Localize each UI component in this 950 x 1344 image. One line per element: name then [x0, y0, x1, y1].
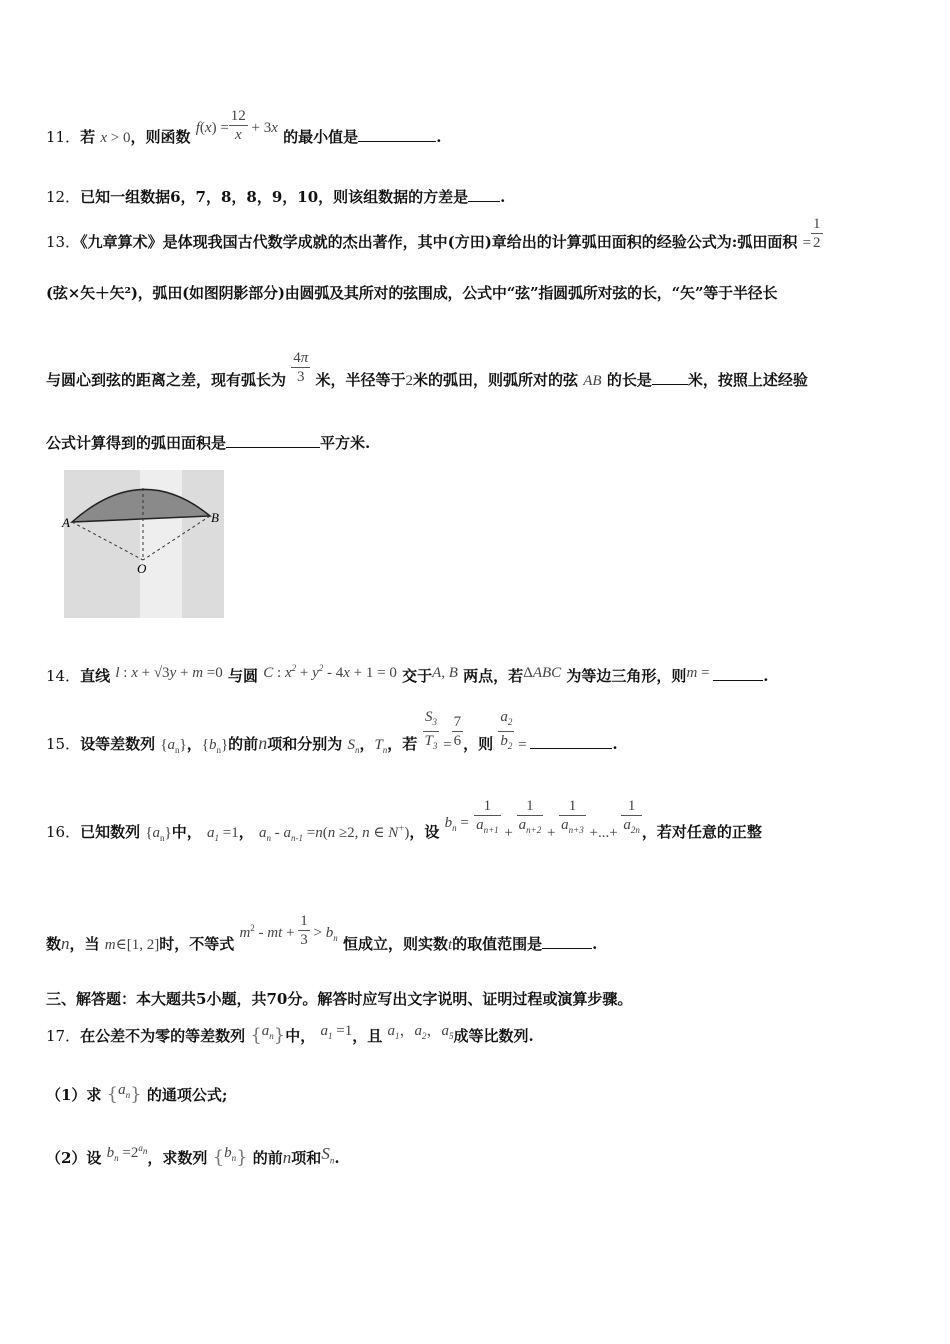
sum-t: $T_n$ — [374, 737, 388, 755]
denominator: 3 — [291, 367, 310, 386]
fraction-one-third — [298, 912, 310, 949]
q16-text-6: ，当 — [69, 935, 100, 953]
math-x: x — [131, 665, 138, 681]
math-delta: Δ — [523, 665, 533, 681]
math-n: n — [258, 733, 268, 753]
q16-text-8: 恒成立，则实数 — [342, 935, 448, 953]
part-2-text-2: 的前 — [252, 1149, 283, 1167]
math-close: ) — [404, 825, 410, 841]
q11-text: 若 — [80, 128, 96, 146]
math-minus: - 4 — [323, 665, 344, 681]
math-eq-2: = — [514, 737, 531, 753]
numerator: 1 — [568, 798, 577, 814]
math-ge: ≥2, — [335, 825, 363, 841]
q17-text-1: 在公差不为零的等差数列 — [80, 1027, 246, 1045]
terms-list: $a_1$ — [387, 1023, 400, 1041]
math-sqrt: + √3 — [137, 665, 170, 681]
term-a5: $a_5$ — [441, 1023, 454, 1041]
math-n3: n — [362, 825, 370, 841]
math-eq2: = — [456, 815, 469, 831]
answer-blank[interactable] — [226, 433, 320, 448]
part-2-label: （2）设 — [46, 1149, 102, 1167]
question-number: 17． — [46, 1027, 81, 1045]
line-equation: l — [115, 665, 120, 681]
q17-text-2: 中， — [285, 1027, 316, 1045]
bn-def: $b_n$ — [444, 815, 457, 833]
math-comma: , — [441, 665, 449, 681]
arc-field-figure — [60, 470, 230, 620]
question-15 — [46, 708, 618, 760]
question-11 — [46, 107, 442, 148]
comma-2: ， — [426, 1023, 442, 1039]
q13-text-1: 《九章算术》是体现我国古代数学成就的杰出著作，其中(方田)章给出的计算弧田面积的经验公式为:弧田面积 — [80, 233, 798, 251]
recurrence: $a_n$ — [258, 825, 271, 843]
frac-term-2 — [517, 797, 544, 839]
q13-text-3c: 米的弧田，则弧所对的弦 — [413, 371, 579, 389]
q14-text-2: 与圆 — [228, 667, 259, 685]
m-range: m — [104, 937, 116, 953]
math-gt: > — [309, 925, 326, 941]
math-eq: = — [439, 737, 452, 753]
point-o-label: O — [137, 561, 147, 576]
math-range: ∈[1, 2] — [115, 937, 160, 953]
math-n2: n — [327, 825, 336, 841]
q13-text-4-end: 平方米. — [320, 434, 371, 452]
q17-text-3: ，且 — [352, 1027, 383, 1045]
math-mt: mt — [267, 925, 283, 941]
period: . — [334, 1149, 340, 1167]
fraction-arc-length — [291, 349, 310, 386]
q11-text-3: 的最小值是 — [283, 128, 359, 146]
part-2-text-1: ，求数列 — [147, 1149, 208, 1167]
math-eq1: =1 — [219, 825, 239, 841]
math-op: > 0 — [107, 130, 131, 146]
frac-term-3 — [559, 797, 586, 839]
math-t: t — [447, 937, 453, 953]
math-m-2: m — [686, 665, 698, 681]
a1-eq: $a_1$ — [207, 825, 219, 843]
math-ineq-1: $^2$ - — [250, 923, 268, 941]
denominator: $a_{n+2}$ — [517, 815, 544, 839]
question-17-part-1 — [46, 1082, 228, 1111]
term-a2: $a_2$ — [414, 1023, 427, 1041]
frac-term-last — [621, 797, 642, 839]
question-13-line-2 — [46, 283, 777, 303]
q14-text-1: 直线 — [80, 667, 111, 685]
comma: ， — [238, 823, 254, 841]
point-b-label: B — [211, 510, 219, 525]
fraction-12-over-x — [229, 107, 248, 144]
q13-text-3d: 的长是 — [606, 371, 652, 389]
answer-blank[interactable] — [652, 370, 688, 385]
answer-blank[interactable] — [713, 666, 763, 681]
seq-a: $\{a_n\}$ — [145, 825, 172, 843]
math-eq-2: = — [697, 665, 714, 681]
q16-text-7: 时，不等式 — [159, 935, 235, 953]
q13-text-3a: 与圆心到弦的距离之差，现有弧长为 — [46, 371, 287, 389]
q16-text-9: 的取值范围是 — [452, 935, 543, 953]
brace-open: { — [106, 1084, 119, 1105]
numerator: $a_2$ — [500, 708, 513, 727]
question-16-line-1 — [46, 798, 762, 848]
math-ym: y — [169, 665, 177, 681]
numerator: 4π — [293, 349, 309, 366]
fraction-s3-t3 — [423, 708, 440, 755]
circle-equation: C — [263, 665, 274, 681]
math-plus: + — [176, 665, 193, 681]
math-minus: - — [270, 825, 284, 841]
sum-s: $S_n$ — [321, 1144, 335, 1166]
math-plus: + 3 — [247, 120, 272, 136]
frac-term-1 — [474, 797, 501, 839]
part-1-text: 的通项公式; — [146, 1086, 228, 1104]
math-colon: : — [119, 665, 132, 681]
fraction-one-half — [811, 215, 823, 252]
q15-text-3: 项和分别为 — [267, 735, 343, 753]
math-eq: ) = — [211, 120, 229, 136]
denominator: $a_{n+3}$ — [559, 815, 586, 839]
denominator: 3 — [300, 931, 308, 948]
math-n: n — [282, 1148, 292, 1167]
point-a-label: A — [62, 515, 70, 530]
chord-label: AB — [583, 373, 602, 389]
q17-text-4: 成等比数列. — [453, 1027, 534, 1045]
q14-text-3: 交于 — [402, 667, 433, 685]
question-13-line-4 — [46, 433, 370, 453]
section-3-heading — [46, 989, 632, 1009]
plus-2: + — [543, 825, 560, 841]
math-m: m — [192, 665, 204, 681]
seq-a-braces: { — [250, 1025, 262, 1046]
q15-text-1: 设等差数列 — [80, 735, 156, 753]
fraction-a2-b2 — [498, 708, 514, 755]
section-3-text: 三、解答题：本大题共5小题，共70分。解答时应写出文字说明、证明过程或演算步骤。 — [46, 990, 633, 1008]
question-13-line-1 — [46, 215, 823, 253]
q15-text-5: ，则 — [463, 735, 494, 753]
math-plus1: + 1 = 0 — [349, 665, 397, 681]
question-number: 11． — [46, 128, 81, 146]
numerator: 1 — [627, 798, 636, 814]
plus-dots: +...+ — [585, 825, 622, 841]
seq-b: $b_n$ — [224, 1145, 237, 1163]
math-n: n — [315, 825, 323, 841]
question-16-line-2 — [46, 912, 598, 960]
numerator: 12 — [230, 107, 246, 124]
math-x-3: x — [343, 665, 350, 681]
period: . — [436, 128, 442, 146]
math-paren: ( — [199, 120, 205, 136]
numerator: $S_3$ — [424, 708, 437, 727]
denominator: $b_2$ — [498, 731, 514, 755]
seq-b: $\{b_n\}$ — [201, 737, 229, 755]
period: . — [612, 735, 618, 753]
numerator: 1 — [526, 798, 534, 814]
q16-text-2: 中， — [171, 823, 202, 841]
answer-blank[interactable] — [530, 734, 612, 749]
answer-blank[interactable] — [358, 127, 436, 142]
triangle-abc: ABC — [532, 665, 562, 681]
denominator: $a_{n+1}$ — [474, 815, 501, 839]
brace-close: } — [130, 1084, 142, 1105]
math-var-2: x — [271, 120, 278, 136]
period: . — [592, 935, 598, 953]
math-eq-pow: $=2^{a_n}$ — [118, 1143, 148, 1161]
numerator: 7 — [453, 713, 462, 730]
q13-text-3b: 米，半径等于 — [315, 371, 406, 389]
q13-text-3e: 米，按照上述经验 — [687, 371, 808, 389]
answer-blank[interactable] — [542, 934, 592, 949]
function-math: f — [195, 120, 200, 136]
a1-eq: $a_1$ — [320, 1023, 333, 1041]
denominator: 2 — [813, 234, 821, 251]
q15-text-2: 的前 — [228, 735, 259, 753]
fraction-7-6 — [452, 713, 464, 750]
seq-a: $\{a_n\}$ — [160, 737, 187, 755]
math-eq: = — [802, 235, 812, 251]
math-plus-2: + — [296, 665, 313, 681]
q16-text-1: 已知数列 — [80, 823, 141, 841]
math-eq1: =1 — [332, 1023, 353, 1039]
q16-text-4: ，若对任意的正整 — [641, 823, 762, 841]
brace-close: } — [236, 1147, 248, 1168]
math-eq0: =0 — [203, 665, 223, 681]
question-number: 14． — [46, 667, 81, 685]
math-eq-n: = — [302, 825, 316, 841]
seq-a: $a_n$ — [118, 1082, 131, 1100]
brace-open: { — [212, 1147, 225, 1168]
q16-text-5: 数 — [46, 935, 62, 953]
math-cond: ( — [322, 825, 328, 841]
period: . — [500, 188, 506, 206]
numerator: 1 — [483, 798, 492, 814]
comma-1: ， — [399, 1023, 415, 1039]
plus-1: + — [500, 825, 517, 841]
math-n: n — [61, 934, 70, 953]
question-number: 15． — [46, 735, 81, 753]
answer-blank[interactable] — [468, 187, 500, 202]
points-ab: A — [432, 665, 442, 681]
q14-text-5: 为等边三角形，则 — [566, 667, 687, 685]
part-1-label: （1）求 — [46, 1086, 102, 1104]
q12-text: 已知一组数据6，7，8，8，9，10，则该组数据的方差是 — [80, 188, 469, 206]
sum-s: $S_n$ — [347, 737, 360, 755]
question-17-part-2 — [46, 1144, 340, 1174]
radius-value: 2 — [405, 373, 414, 389]
q15-text-4: ，若 — [387, 735, 418, 753]
q13-text-4: 公式计算得到的弧田面积是 — [46, 434, 227, 452]
denominator: x — [229, 125, 248, 144]
question-number: 13． — [46, 233, 81, 251]
math-N: N+ — [388, 823, 405, 841]
numerator: 1 — [300, 912, 308, 929]
comma-2: ， — [359, 735, 375, 753]
math-y2: $y^2$ — [312, 663, 324, 681]
comma: ， — [186, 735, 202, 753]
a-prev: $a_{n-1}$ — [283, 825, 303, 843]
condition-math: x — [100, 130, 108, 146]
q16-text-3: ，设 — [409, 823, 440, 841]
question-12 — [46, 187, 505, 207]
question-number: 12． — [46, 188, 81, 206]
denominator: $a_{2n}$ — [621, 815, 642, 839]
math-plus-3: + — [282, 925, 299, 941]
q13-text-2: (弦×矢＋矢²)，弧田(如图阴影部分)由圆弧及其所对的弦围成，公式中“弦”指圆弧所对弦的长，“矢”等于半径长 — [46, 284, 778, 302]
seq-a: $a_n$ — [261, 1023, 274, 1041]
q14-text-4: 两点，若 — [463, 667, 524, 685]
question-17 — [46, 1023, 534, 1052]
math-in: ∈ — [369, 825, 389, 841]
question-number: 16． — [46, 823, 81, 841]
math-x2: $x^2$ — [284, 663, 297, 681]
denominator: $T_3$ — [423, 731, 440, 755]
part-2-text-3: 项和 — [291, 1149, 322, 1167]
point-b: B — [448, 665, 458, 681]
numerator: 1 — [813, 215, 821, 232]
math-bn: $b_n$ — [325, 925, 338, 943]
bn-def: $b_n$ — [106, 1145, 119, 1163]
denominator: 6 — [453, 732, 462, 749]
question-14 — [46, 662, 768, 687]
q11-text-2: ，则函数 — [130, 128, 191, 146]
math-var: x — [204, 120, 212, 136]
math-colon-2: : — [273, 665, 285, 681]
inequality: m — [239, 925, 251, 941]
brace-close: } — [273, 1025, 286, 1046]
period: . — [763, 667, 769, 685]
